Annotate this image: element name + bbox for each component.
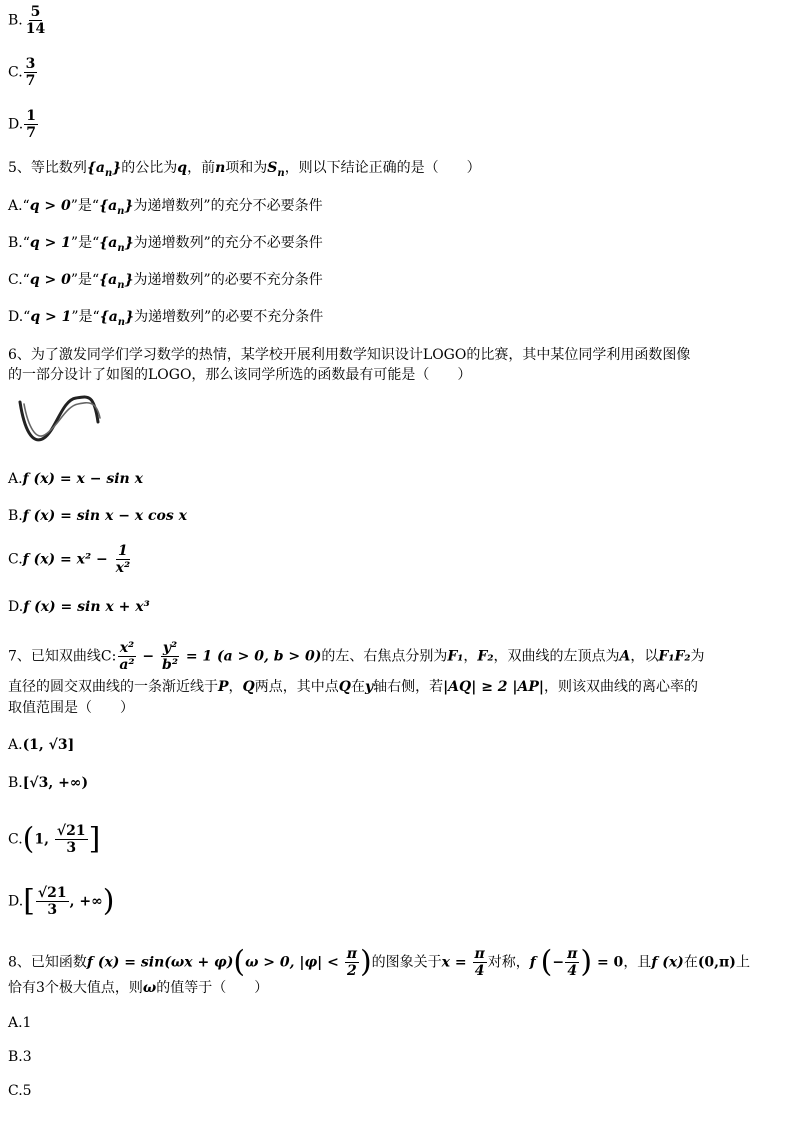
option-label: C.“ <box>8 272 30 288</box>
q8-text-3: 对称， <box>487 954 530 971</box>
numerator: √21 <box>37 885 67 901</box>
fraction-x <box>117 640 136 673</box>
interval-start: 1, <box>34 831 54 848</box>
axis-eq: x = <box>441 954 472 971</box>
function-expr: f (x) = x − sin x <box>22 471 143 487</box>
option-label: A.“ <box>8 198 30 214</box>
q7-text-9: 轴右侧，若 <box>373 679 444 695</box>
q6-stem-line2: 的一部分设计了如图的LOGO，那么该同学所选的函数最有可能是（ ） <box>8 367 472 383</box>
option-mid: ”是“ <box>70 272 100 288</box>
q8-option-a: A.1 <box>8 1015 32 1031</box>
interval-expr: (1, √3] <box>22 737 75 753</box>
q7-stem-line2 <box>8 677 698 697</box>
option-tail: 为递增数列”的必要不充分条件 <box>133 272 323 288</box>
q6-option-d <box>8 597 150 617</box>
seq-open: {a <box>99 309 118 325</box>
condition: q > 0 <box>29 272 71 288</box>
numerator: x² <box>119 640 135 656</box>
q5-text-5: ，则以下结论正确的是（ ） <box>284 160 481 176</box>
s-sub: n <box>277 167 285 179</box>
q5-text-3: ，前 <box>187 160 216 176</box>
point-q: Q <box>242 679 255 695</box>
q8-text-7: 恰有3个极大值点，则 <box>8 980 143 996</box>
function-f: f <box>529 954 541 971</box>
option-label: D.“ <box>8 309 31 325</box>
option-mid: ”是“ <box>70 235 100 251</box>
seq-sub: n <box>117 316 126 328</box>
function-expr: f (x) = sin(ωx + φ) <box>86 954 234 971</box>
vertex-a: A <box>619 648 631 665</box>
bracket-open: [ <box>23 883 35 919</box>
function-expr: f (x) = sin x − x cos x <box>22 508 187 524</box>
equation-tail: = 1 (a > 0, b > 0) <box>180 648 322 665</box>
q6-option-c <box>8 543 133 576</box>
fraction <box>24 56 38 89</box>
denominator: 14 <box>25 21 46 37</box>
seq-close: } <box>125 309 135 325</box>
option-label: B. <box>8 508 23 524</box>
function-fx: f (x) <box>651 954 684 971</box>
q6-option-a <box>8 469 143 489</box>
seq-close: } <box>124 272 134 288</box>
option-label: D. <box>8 116 24 133</box>
numerator: π <box>567 946 578 962</box>
point-q: Q <box>338 679 351 695</box>
seq-open: {a <box>99 272 118 288</box>
point-p: P <box>218 679 229 695</box>
q8-text-8: 的值等于（ ） <box>156 980 269 996</box>
q-var: q <box>177 160 188 176</box>
function-expr: f (x) = x² − <box>22 551 113 568</box>
seq-sub: n <box>117 279 125 291</box>
option-label: D. <box>8 893 24 910</box>
seq-expr <box>86 160 122 179</box>
option-label: C. <box>8 64 23 81</box>
option-mid: ”是“ <box>71 309 100 325</box>
numerator: π <box>474 946 485 962</box>
seq-open: {a <box>99 235 118 251</box>
focus-f2: F₂ <box>477 648 494 665</box>
q8-option-b: B.3 <box>8 1049 32 1065</box>
q8-text-2: 的图象关于 <box>371 954 442 971</box>
q5-option-c <box>8 270 323 296</box>
q4-option-c <box>8 56 38 89</box>
condition: ω > 0, |φ| < <box>245 954 344 971</box>
denominator: 3 <box>66 840 77 856</box>
seq-open: {a <box>86 160 105 176</box>
denominator: x² <box>115 560 131 576</box>
condition: q > 1 <box>30 309 72 325</box>
q7-text-4: ，以 <box>630 648 659 665</box>
seq-expr <box>99 235 134 254</box>
q7-text-1: 7、已知双曲线C: <box>8 648 117 665</box>
denominator: a² <box>119 657 135 673</box>
comma: ， <box>228 679 243 695</box>
fraction <box>36 885 69 918</box>
numerator: π <box>346 946 357 962</box>
seq-open: {a <box>99 198 118 214</box>
numerator: 1 <box>117 543 128 559</box>
paren-open: ( <box>22 821 35 857</box>
seq-sub: n <box>117 242 125 254</box>
option-label: D. <box>8 599 24 615</box>
q6-stem-line1: 6、为了激发同学们学习数学的热情，某学校开展利用数学知识设计LOGO的比赛，其中某位同学利用函数图像 <box>8 347 691 363</box>
q7-stem-line3: 取值范围是（ ） <box>8 700 134 716</box>
q6-option-b <box>8 506 187 526</box>
fraction <box>114 543 132 576</box>
seq-expr <box>99 198 134 217</box>
seq-close: } <box>124 198 134 214</box>
q5-option-a <box>8 196 323 222</box>
q7-text-3: ，双曲线的左顶点为 <box>493 648 620 665</box>
q8-option-c: C.5 <box>8 1083 32 1099</box>
numerator: 1 <box>26 108 36 124</box>
q7-option-b <box>8 773 88 793</box>
paren-close: ) <box>580 944 593 980</box>
fraction-y <box>160 640 180 673</box>
q8-text-4: ，且 <box>623 954 652 971</box>
n-var: n <box>215 160 226 176</box>
seq-close: } <box>112 160 122 176</box>
numerator: 5 <box>30 4 41 20</box>
option-tail: 为递增数列”的必要不充分条件 <box>134 309 324 325</box>
q7-text-7: 两点，其中点 <box>254 679 339 695</box>
inequality: |AQ| ≥ 2 |AP| <box>443 679 544 695</box>
q5-option-d <box>8 307 323 333</box>
q7-option-c <box>8 823 100 856</box>
seq-expr <box>99 272 134 291</box>
option-label: A. <box>8 471 23 487</box>
option-label: C. <box>8 831 23 848</box>
focus-f1: F₁ <box>447 648 464 665</box>
option-label: B.“ <box>8 235 30 251</box>
q8-stem-line1 <box>8 946 750 979</box>
function-expr: f (x) = sin x + x³ <box>23 599 150 615</box>
denominator: 4 <box>474 963 485 979</box>
option-tail: 为递增数列”的充分不必要条件 <box>133 198 323 214</box>
q7-option-d <box>8 885 114 918</box>
q8-stem-line2 <box>8 978 268 998</box>
interval-end: , +∞ <box>69 893 103 910</box>
minus-sign: − <box>137 648 160 665</box>
numerator: y² <box>162 640 178 656</box>
equals-zero: = 0 <box>592 954 624 971</box>
option-label: A. <box>8 737 23 753</box>
q7-text-10: ，则该双曲线的离心率的 <box>544 679 698 695</box>
fraction <box>473 946 487 979</box>
bracket-close: ] <box>88 821 101 857</box>
q4-option-d <box>8 108 39 141</box>
fraction <box>345 946 359 979</box>
q7-option-a <box>8 735 74 755</box>
seq-sub: n <box>105 167 113 179</box>
option-tail: 为递增数列”的充分不必要条件 <box>133 235 323 251</box>
paren-close: ) <box>102 883 115 919</box>
fraction <box>565 946 579 979</box>
y-axis-var: y <box>364 679 374 695</box>
q8-text-5: 在 <box>683 954 698 971</box>
seq-sub: n <box>117 205 125 217</box>
denominator: 4 <box>567 963 578 979</box>
denominator: 3 <box>47 902 58 918</box>
q5-option-b <box>8 233 323 259</box>
segment-f1f2: F₁F₂ <box>658 648 691 665</box>
q7-text-2: 的左、右焦点分别为 <box>321 648 448 665</box>
paren-open: ( <box>540 944 553 980</box>
omega-var: ω <box>142 980 157 996</box>
q8-text-1: 8、已知函数 <box>8 954 87 971</box>
q7-stem-line1 <box>8 640 705 673</box>
denominator: 7 <box>26 125 36 141</box>
s-expr <box>267 160 285 179</box>
seq-expr <box>99 309 135 328</box>
logo-curve-image <box>14 388 106 448</box>
denominator: b² <box>162 657 178 673</box>
interval-expr: (0,π) <box>697 954 736 971</box>
q4-option-b <box>8 4 48 37</box>
paren-open: ( <box>233 944 246 980</box>
denominator: 7 <box>25 73 36 89</box>
numerator: √21 <box>56 823 86 839</box>
option-label: B. <box>8 12 23 29</box>
fraction <box>24 4 47 37</box>
q5-stem <box>8 158 481 184</box>
fraction <box>24 108 38 141</box>
q5-text-4: 项和为 <box>225 160 268 176</box>
option-label: C. <box>8 551 23 568</box>
q7-text-5: 为 <box>690 648 705 665</box>
seq-close: } <box>124 235 134 251</box>
q5-text-1: 5、等比数列 <box>8 160 87 176</box>
condition: q > 0 <box>29 198 71 214</box>
paren-close: ) <box>359 944 372 980</box>
q7-text-6: 直径的圆交双曲线的一条渐近线于 <box>8 679 218 695</box>
option-mid: ”是“ <box>70 198 100 214</box>
q7-text-8: 在 <box>350 679 365 695</box>
fraction <box>55 823 88 856</box>
comma: ， <box>463 648 478 665</box>
option-label: B. <box>8 775 23 791</box>
logo-curve-stroke-2 <box>24 403 100 436</box>
minus-sign: − <box>552 954 565 971</box>
s-var: S <box>267 160 278 176</box>
q5-text-2: 的公比为 <box>121 160 178 176</box>
denominator: 2 <box>346 963 357 979</box>
condition: q > 1 <box>29 235 71 251</box>
interval-expr: [√3, +∞) <box>22 775 89 791</box>
q8-text-6: 上 <box>735 954 750 971</box>
numerator: 3 <box>25 56 36 72</box>
